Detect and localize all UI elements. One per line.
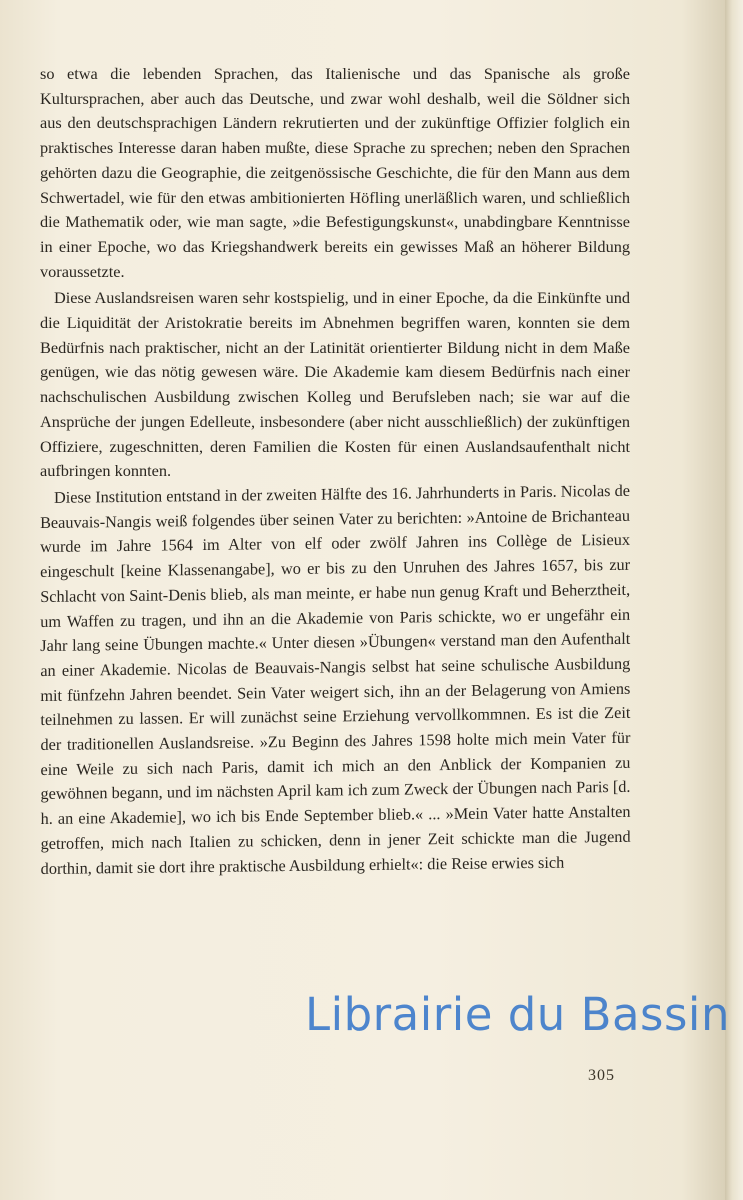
watermark-logo: Librairie du Bassin — [305, 988, 730, 1041]
paragraph-1: so etwa die lebenden Sprachen, das Italienische und das Spanische als große Kultursprachen, aber auch das Deutsche, und zwar wohl deshalb, weil die Söldner sich aus den deutschsprachigen Ländern rekrutierten und der zukünftige Offizier folglich ein praktisches Interesse daran haben mußte, diese Sprache zu sprechen; neben den Sprachen gehörten dazu die Geographie, die zeitgenössische Geschichte, die für den Mann aus dem Schwertadel, wie für den etwas ambitionierten Höfling unerläßlich waren, und schließlich die Mathematik oder, wie man sagte, »die Befestigungskunst«, unabdingbare Kenntnisse in einer Epoche, wo das Kriegshandwerk bereits ein gewisses Maß an höherer Bildung voraussetzte. — [40, 64, 630, 281]
page-number: 305 — [588, 1067, 615, 1084]
paragraph-2: Diese Auslandsreisen waren sehr kostspielig, und in einer Epoche, da die Einkünfte und die Liquidität der Aristokratie bereits im Abnehmen begriffen waren, konnten sie dem Bedürfnis nach praktischer, nicht an der Latinität orientierter Bildung nicht in dem Maße genügen, wie das nötig gewesen wäre. Die Akademie kam diesem Bedürfnis nach einer nachschulischen Ausbildung zwischen Kolleg und Berufsleben nach; sie war auf die Ansprüche der jungen Edelleute, insbesondere (aber nicht ausschließlich) der zukünftigen Offiziere, zugeschnitten, deren Familien die Kosten für einen Auslandsaufenthalt nicht aufbringen konnten. — [40, 288, 630, 481]
body-text — [40, 62, 630, 881]
page-edge — [725, 0, 743, 1200]
paragraph-3: Diese Institution entstand in der zweiten Hälfte des 16. Jahrhunderts in Paris. Nicolas de Beauvais-Nangis weiß folgendes über seinen Vater zu berichten: »Antoine de Brichanteau wurde im Jahre 1564 im Alter von elf oder zwölf Jahren ins Collège de Lisieux eingeschult [keine Klassenangabe], wo er bis zu den Unruhen des Jahres 1657, bis zur Schlacht von Saint-Denis blieb, als man meinte, er habe nun genug Kraft und Beherztheit, um Waffen zu tragen, und ihn an die Akademie von Paris schickte, wo er ungefähr ein Jahr lang seine Übungen machte.« Unter diesen »Übungen« verstand man den Aufenthalt an einer Akademie. Nicolas de Beauvais-Nangis selbst hat seine schulische Ausbildung mit fünfzehn Jahren beendet. Sein Vater weigert sich, ihn an der Belagerung von Amiens teilnehmen zu lassen. Er will zunächst seine Erziehung vervollkommnen. Es ist die Zeit der traditionellen Auslandsreise. »Zu Beginn des Jahres 1598 holte mich mein Vater für eine Weile zu sich nach Paris, damit ich mich an den Anblick der Kompanien zu gewöhnen begann, und im nächsten April kam ich zum Zweck der Übungen nach Paris [d. h. an eine Akademie], wo ich bis Ende September blieb.« ... »Mein Vater hatte Anstalten getroffen, mich nach Italien zu schicken, denn in jener Zeit schickte man die Jugend dorthin, damit sie dort ihre praktische Ausbildung erhielt«: die Reise erwies sich — [40, 480, 631, 878]
